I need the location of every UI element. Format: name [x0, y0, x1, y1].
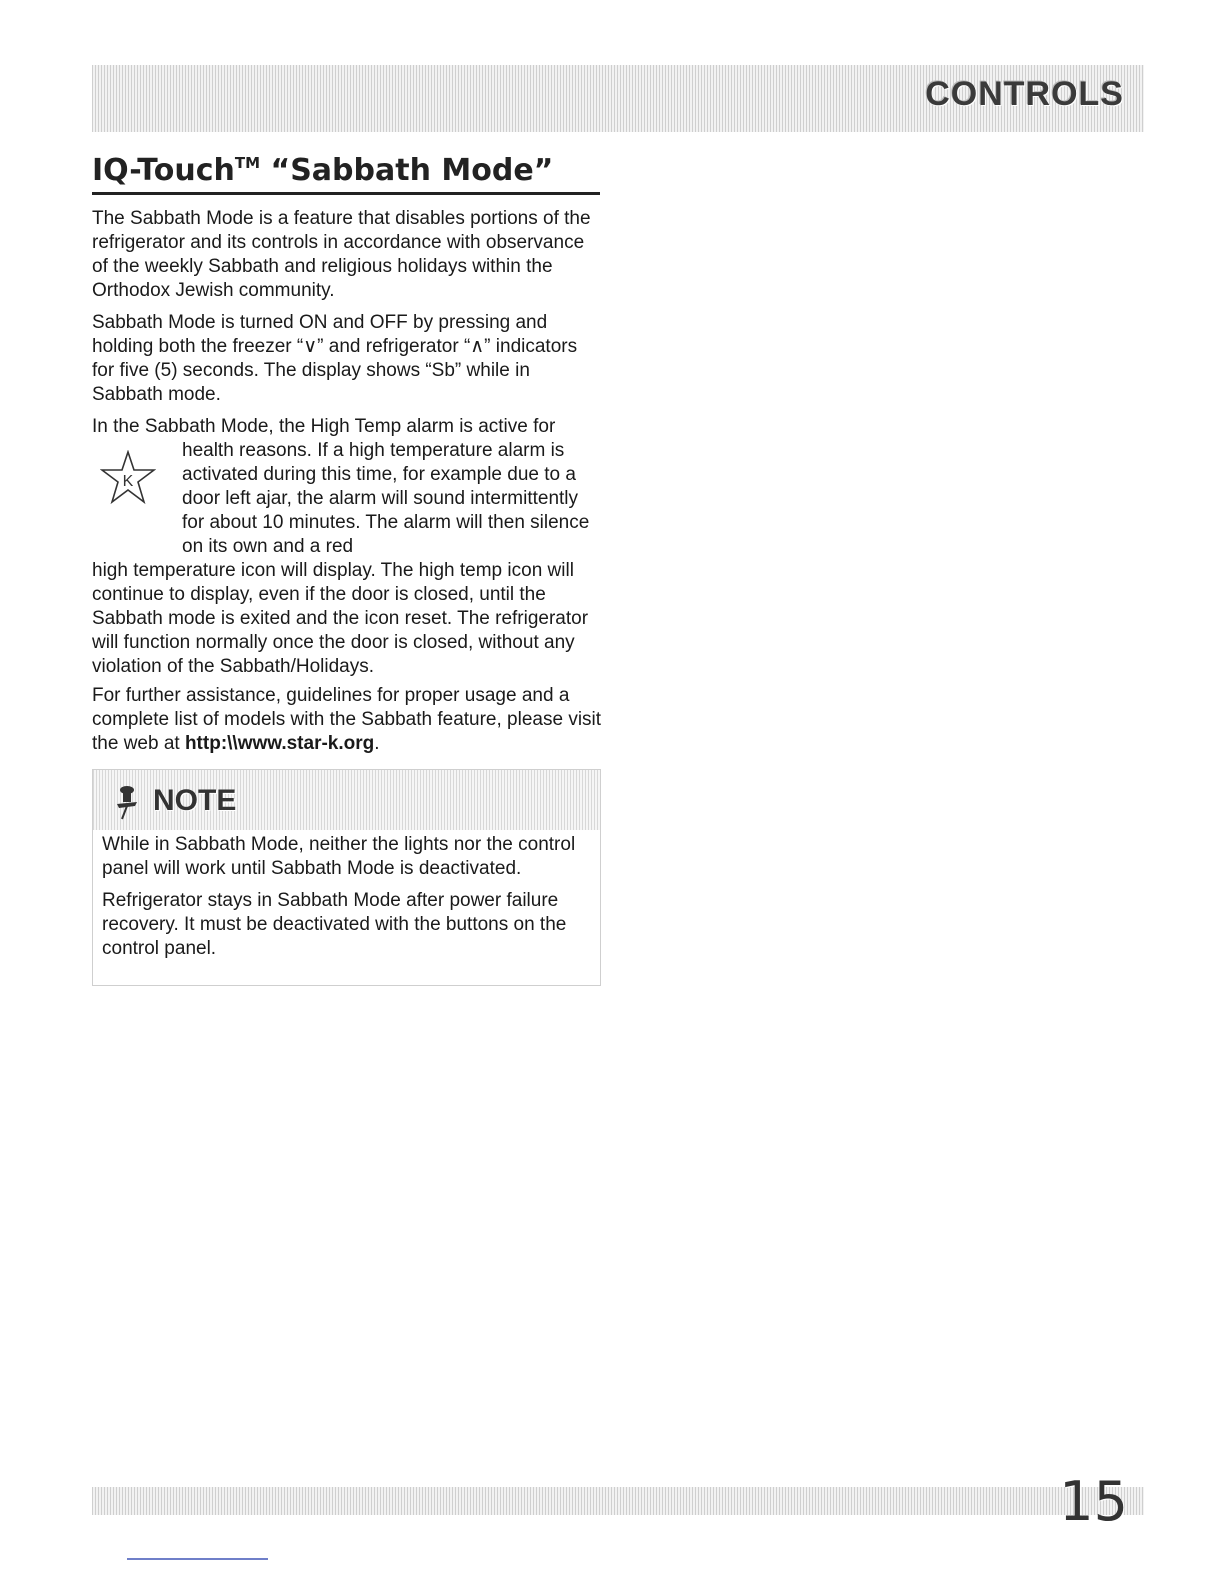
note-box [92, 769, 601, 986]
pushpin-icon [113, 784, 139, 820]
footer-band [92, 1487, 1144, 1515]
web-suffix: . [374, 733, 380, 754]
onoff-text: Sabbath Mode is turned ON and OFF by pressing and holding both the freezer “∨” and refrigerator “∧” indicators for five (5) seconds. The display shows “Sb” while in Sabbath mode. [92, 312, 578, 405]
web-prefix: For further assistance, guidelines for proper usage and a complete list of models with the Sabbath feature, please visit the web at [92, 685, 602, 754]
onoff-paragraph [92, 311, 604, 415]
note-header [93, 770, 600, 830]
intro-text: The Sabbath Mode is a feature that disables portions of the refrigerator and its controls in accordance with observance of the weekly Sabbath and religious holidays within the Orthodox Jewish community. [92, 208, 591, 301]
intro-paragraph [92, 207, 604, 311]
note-paragraph-1: While in Sabbath Mode, neither the lights nor the control panel will work until Sabbath Mode is deactivated. [102, 834, 576, 879]
alarm-first-line: In the Sabbath Mode, the High Temp alarm is active for [92, 416, 556, 437]
alarm-indented-text: health reasons. If a high temperature alarm is activated during this time, for example due to a door left ajar, the alarm will sound intermittently for about 10 minutes. The alarm will then silence on its own and a red [182, 440, 590, 557]
star-k-link[interactable]: http:\\www.star-k.org [184, 733, 375, 754]
title-main: IQ-Touch [92, 153, 235, 188]
page-number: 15 [1059, 1470, 1128, 1533]
title-quoted: “Sabbath Mode” [260, 153, 554, 188]
web-paragraph [92, 684, 604, 764]
star-k-icon [100, 450, 156, 506]
star-k-letter: K [122, 473, 134, 490]
header-band [92, 65, 1144, 132]
alarm-rest-text: high temperature icon will display. The high temp icon will continue to display, even if the door is closed, until the Sabbath mode is exited and the icon reset. The refrigerator will function normally once the door is closed, without any violation of the Sabbath/Holidays. [92, 560, 589, 677]
trademark-symbol: TM [234, 154, 261, 172]
alarm-paragraph [92, 415, 604, 679]
section-title: CONTROLS [925, 75, 1124, 113]
note-body [102, 833, 592, 969]
bottom-rule [127, 1558, 268, 1560]
note-paragraph-2: Refrigerator stays in Sabbath Mode after power failure recovery. It must be deactivated with the buttons on the control panel. [102, 890, 567, 959]
note-label: NOTE [153, 784, 237, 817]
page-title [92, 153, 600, 195]
